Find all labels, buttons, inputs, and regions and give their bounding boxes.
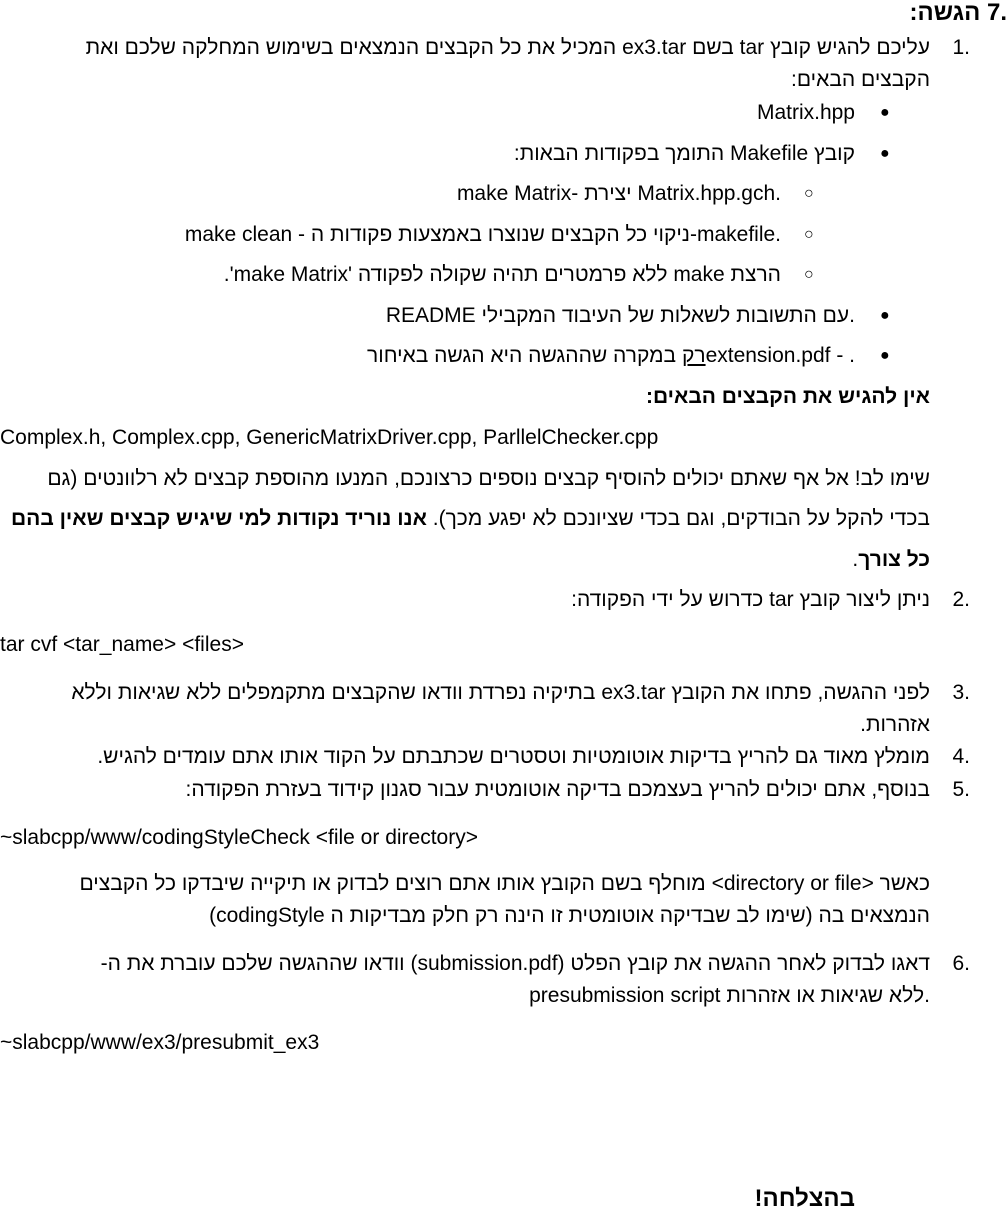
note-line-3: [852, 547, 930, 572]
note-line-3-bold: כל צורך: [858, 548, 930, 571]
note-line-2: [11, 506, 930, 531]
item-4-text: מומלץ מאוד גם להריץ בדיקות אוטומטיות וטסטרים שכתבתם על הקוד אותו אתם עומדים להגיש.: [97, 745, 930, 768]
section-number: 7.: [986, 0, 1007, 26]
note-line-2-bold: אנו נוריד נקודות למי שיגיש קבצים שאין בהם: [11, 507, 427, 530]
item-3-text-line2: אזהרות.: [860, 713, 930, 736]
item-5-text: בנוסף, אתם יכולים להריץ בעצמכם בדיקה אוטומטית עבור סגנון קידוד בעזרת הפקודה:: [185, 778, 930, 801]
bullet-readme: README עם התשובות לשאלות של העיבוד המקבילי.: [385, 304, 855, 327]
bullet-makefile: קובץ Makefile התומך בפקודות הבאות:: [513, 142, 855, 165]
item-number-6: 6.: [952, 952, 970, 975]
cmd-coding-style: ~slabcpp/www/codingStyleCheck <file or directory>: [0, 826, 478, 849]
item-3-text-line1: לפני ההגשה, פתחו את הקובץ ex3.tar בתיקיה נפרדת וודאו שהקבצים מתקמפלים ללא שגיאות וללא: [71, 681, 930, 704]
item-number-3: 3.: [952, 681, 970, 704]
section-heading: [910, 0, 1007, 26]
section-title: הגשה:: [909, 0, 981, 26]
bullet-extension-pdf: [367, 343, 855, 368]
extension-pdf-prefix: extension.pdf -: [705, 344, 850, 367]
item-1-text-line1: עליכם להגיש קובץ tar בשם ex3.tar המכיל את כל הקבצים הנמצאים בשימוש המחלקה שלכם ואת: [85, 36, 930, 59]
item-number-2: 2.: [952, 588, 970, 611]
only-underlined: רק: [681, 344, 706, 367]
style-note-line-1: כאשר <directory or file> מוחלף בשם הקובץ אותו אתם רוצים לבדוק או תיקייה שיבדקו כל הקבצים: [79, 872, 930, 895]
item-1-text-line2: הקבצים הבאים:: [791, 68, 930, 91]
cmd-tar: tar cvf <tar_name> <files>: [0, 633, 244, 656]
bullet-dot: ●: [880, 145, 890, 162]
sub-bullet-make-clean: make clean - ניקוי כל הקבצים שנוצרו באמצעות פקודות ה-makefile.: [184, 223, 781, 246]
item-6-text-line1: דאגו לבדוק לאחר ההגשה את קובץ הפלט (submission.pdf) וודאו שההגשה שלכם עוברת את ה-: [100, 952, 930, 975]
cmd-presubmit: ~slabcpp/www/ex3/presubmit_ex3: [0, 1031, 320, 1054]
item-number-4: 4.: [952, 745, 970, 768]
closing-good-luck: בהצלחה!: [754, 1185, 855, 1212]
item-6-text-line2: presubmission script ללא שגיאות או אזהרות.: [529, 984, 930, 1007]
bullet-dot: ●: [880, 307, 890, 324]
bullet-dot: ●: [880, 347, 890, 364]
item-number-5: 5.: [952, 778, 970, 801]
extension-pdf-suffix: במקרה שההגשה היא הגשה באיחור.: [367, 344, 855, 367]
no-submit-title: אין להגיש את הקבצים הבאים:: [645, 385, 930, 408]
bullet-dot: ●: [880, 104, 890, 121]
bullet-matrix-hpp: Matrix.hpp: [756, 101, 855, 124]
item-2-text: ניתן ליצור קובץ tar כדרוש על ידי הפקודה:: [571, 588, 930, 611]
sub-bullet-make-default: הרצת make ללא פרמטרים תהיה שקולה לפקודה 'make Matrix'.: [223, 263, 781, 286]
note-line-2-plain: בכדי להקל על הבודקים, וגם בכדי שציונכם לא יפגע מכך).: [426, 507, 930, 530]
note-line-1: שימו לב! אל אף שאתם יכולים להוסיף קבצים נוספים כרצונכם, המנעו מהוספת קבצים לא רלוונטים (גם: [47, 467, 930, 490]
item-number-1: 1.: [952, 36, 970, 59]
note-line-3-end: .: [852, 548, 859, 571]
style-note-line-2: הנמצאים בה (שימו לב שבדיקה אוטומטית זו הינה רק חלק מבדיקות ה codingStyle): [209, 904, 930, 927]
no-submit-files: Complex.h, Complex.cpp, GenericMatrixDriver.cpp, ParllelChecker.cpp: [0, 426, 659, 449]
sub-bullet-circle: ○: [804, 185, 814, 202]
sub-bullet-circle: ○: [804, 226, 814, 243]
sub-bullet-circle: ○: [804, 266, 814, 283]
sub-bullet-make-matrix: make Matrix- יצירת Matrix.hpp.gch.: [456, 182, 781, 205]
